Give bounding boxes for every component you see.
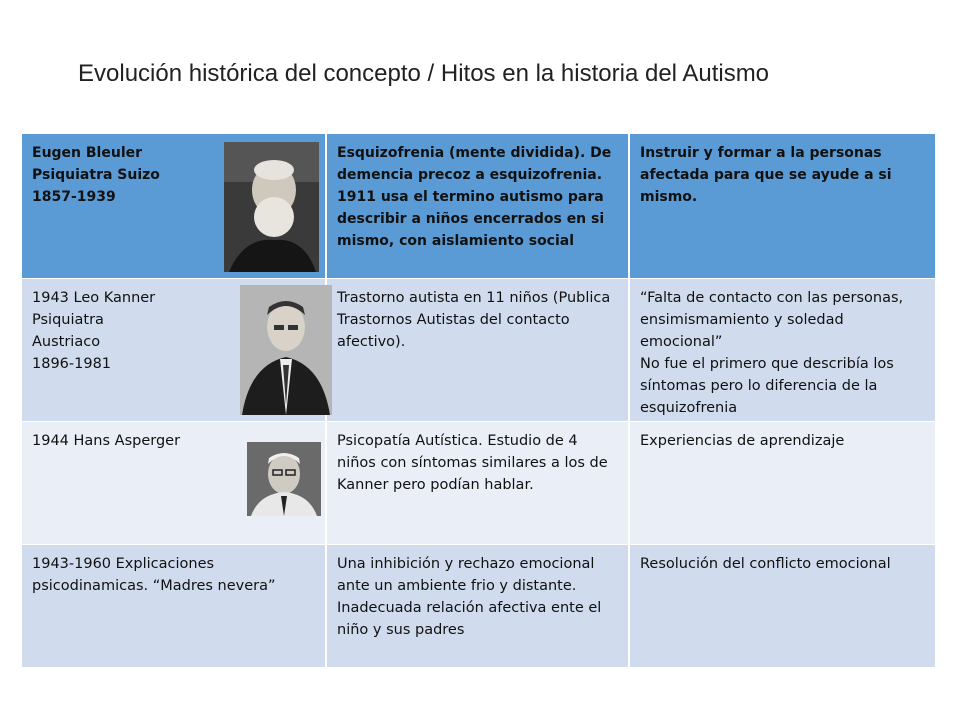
table-row xyxy=(22,134,935,279)
person-name: Eugen Bleuler xyxy=(32,145,143,161)
person-name: 1943 Leo Kanner xyxy=(32,290,156,306)
table-row xyxy=(22,422,935,545)
person-dates: 1857-1939 xyxy=(32,189,116,205)
person-cell xyxy=(22,422,327,544)
period-label: 1943-1960 Explicaciones xyxy=(32,556,215,572)
table-row xyxy=(22,545,935,668)
intervention-cell: Instruir y formar a la personas afectada para que se ayude a si mismo. xyxy=(640,145,892,205)
intervention-cell: Experiencias de aprendizaje xyxy=(640,433,845,449)
table-row xyxy=(22,279,935,422)
description-cell: Una inhibición y rechazo emocional ante un ambiente frio y distante. Inadecuada relación afectiva ente el niño y sus padres xyxy=(327,545,630,667)
description-cell: Trastorno autista en 11 niños (Publica Trastornos Autistas del contacto afectivo). xyxy=(327,279,630,421)
person-role: Psiquiatra Suizo xyxy=(32,167,160,183)
person-name: 1944 Hans Asperger xyxy=(32,433,181,449)
kanner-portrait-icon xyxy=(240,285,332,415)
person-role: Psiquiatra xyxy=(32,312,104,328)
description-cell: Psicopatía Autística. Estudio de 4 niños con síntomas similares a los de Kanner pero podían hablar. xyxy=(327,422,630,544)
person-cell xyxy=(22,279,327,421)
period-sublabel: psicodinamicas. “Madres nevera” xyxy=(32,578,276,594)
person-origin: Austriaco xyxy=(32,334,101,350)
history-table xyxy=(22,134,935,668)
intervention-cell: Resolución del conflicto emocional xyxy=(640,556,891,572)
person-cell xyxy=(22,134,327,278)
kanner-quote: “Falta de contacto con las personas, ensimismamiento y soledad emocional” xyxy=(640,290,904,350)
person-cell xyxy=(22,545,327,667)
intervention-cell xyxy=(630,279,935,421)
asperger-portrait-icon xyxy=(247,442,321,516)
bleuler-portrait-icon xyxy=(224,142,319,272)
kanner-note: No fue el primero que describía los síntomas pero lo diferencia de la esquizofrenia xyxy=(640,356,894,416)
slide-title: Evolución histórica del concepto / Hitos en la historia del Autismo xyxy=(78,60,770,87)
description-cell: Esquizofrenia (mente dividida). De demencia precoz a esquizofrenia. 1911 usa el termino autismo para describir a niños encerrados en si mismo, con aislamiento social xyxy=(327,134,630,278)
person-dates: 1896-1981 xyxy=(32,356,112,372)
